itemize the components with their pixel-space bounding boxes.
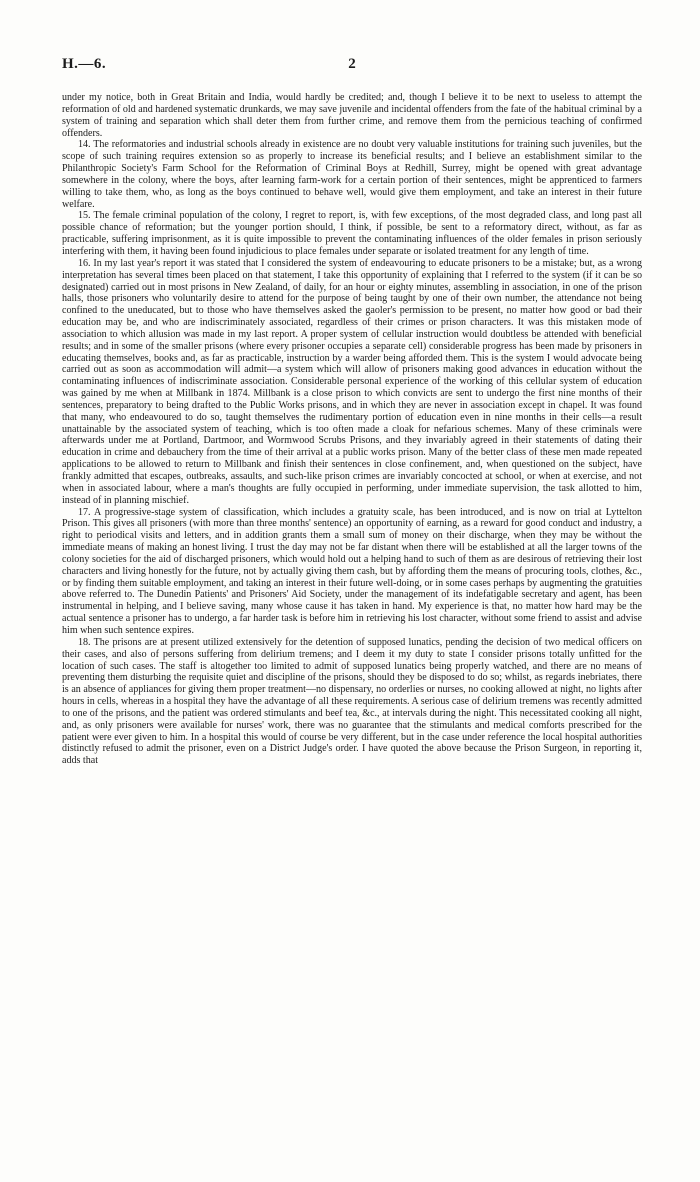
paragraph-continuation: under my notice, both in Great Britain and India, would hardly be credited; and, though I believe it to be next to useless to attempt the reformation of old and hardened systematic drunkards, we may save juvenile and incidental offenders from the fate of the habitual criminal by a system of training and separation which shall deter them from further crime, and remove them from the pernicious teaching of confirmed offenders. — [62, 92, 642, 139]
page-number: 2 — [348, 56, 356, 72]
paragraph-18-lunatics: 18. The prisons are at present utilized extensively for the detention of supposed lunatics, pending the decision of two medical officers on their cases, and also of persons suffering from delirium tremens; and I deem it my duty to state I consider prisons totally unfitted for the location of such cases. The staff is altogether too limited to admit of supposed lunatics being properly watched, and there are no means of preventing them disturbing the requisite quiet and discipline of the prisons, should they be disposed to do so; whilst, as regards inebriates, there is an absence of appliances for giving them proper treatment—no dispensary, no orderlies or nurses, no cooking allowed at night, no lights after hours in cells, whereas in a hospital they have the advantage of all these requirements. A serious case of delirium tremens was recently admitted to one of the prisons, and the patient was ordered stimulants and beef tea, &c., at intervals during the night. This necessitated cooking all night, and, as only prisoners were available for nurses' work, there was no guarantee that the stimulants and medical comforts prescribed for the patient were ever given to him. In a hospital this would of course be very different, but in the case under reference the local hospital authorities distinctly refused to admit the prisoner, even on a District Judge's order. I have quoted the above because the Prison Surgeon, in reporting it, adds that — [62, 636, 642, 767]
paragraph-14-reformatories: 14. The reformatories and industrial schools already in existence are no doubt very valuable institutions for training such juveniles, but the scope of such training requires extension so as properly to increase its beneficial results; and I believe an establishment similar to the Philanthropic Society's Farm School for the Reformation of Criminal Boys at Redhill, Surrey, might be opened with great advantage somewhere in the colony, where the boys, after learning farm-work for a certain portion of their sentences, might be apprenticed to farmers willing to take them, who, as long as the boys continued to behave well, would give them employment, and take an interest in their future welfare. — [62, 139, 642, 210]
document-reference: H.—6. — [62, 56, 107, 72]
page-header — [62, 56, 642, 78]
paragraph-15-female-criminals: 15. The female criminal population of the colony, I regret to report, is, with few exceptions, of the most degraded class, and long past all possible chance of reformation; but the younger portion should, I think, if possible, be sent to a reformatory direct, without, as far as practicable, suffering imprisonment, as it is quite impossible to prevent the contaminating influences of the older females in prison seriously interfering with them, it having been found injudicious to place females under separate or isolated treatment for any length of time. — [62, 210, 642, 257]
body-text — [62, 92, 642, 767]
paragraph-17-progressive-stage: 17. A progressive-stage system of classification, which includes a gratuity scale, has been introduced, and is now on trial at Lyttelton Prison. This gives all prisoners (with more than three months' sentence) an opportunity of earning, as a reward for good conduct and industry, a right to periodical visits and letters, and in addition grants them a small sum of money on their discharge, when they may be without the immediate means of making an honest living. I trust the day may not be far distant when there will be established at all the larger towns of the colony societies for the aid of discharged prisoners, which would hold out a helping hand to such of them as are desirous of retrieving their lost characters and living honestly for the future, not by actually giving them cash, but by affording them the means of procuring tools, clothes, &c., or by finding them suitable employment, and taking an interest in their future well-doing, or in some cases perhaps by augmenting the gratuities above referred to. The Dunedin Patients' and Prisoners' Aid Society, under the management of its indefatigable secretary and agent, has been instrumental in helping, and I believe saving, many whose cause it has taken in hand. My experience is that, no matter how hard may be the actual sentence a prisoner has to undergo, a far harder task is before him in retrieving his lost character, without some friend to assist and advise him when such sentence expires. — [62, 506, 642, 636]
paragraph-16-education: 16. In my last year's report it was stated that I considered the system of endeavouring to educate prisoners to be a mistake; but, as a wrong interpretation has several times been placed on that statement, I take this opportunity of explaining that I referred to the system (if it can be so designated) carried out in most prisons in New Zealand, of daily, for an hour or eighty minutes, assembling in association, in one of the prison halls, those prisoners who voluntarily desire to attend for the purpose of being taught by one of their own number, the attendance not being confined to the uneducated, but to those who have themselves asked the gaoler's permission to be present, no matter how good or bad their education may be, and who are indiscriminately associated, regardless of their crimes or prison characters. It was this mistaken mode of association to which allusion was made in my last report. A proper system of cellular instruction would doubtless be attended with beneficial results; and in some of the smaller prisons (where every prisoner occupies a separate cell) considerable progress has been made by prisoners in educating themselves, books and, as far as practicable, instruction by a warder being afforded them. This is the system I would advocate being carried out as soon as accommodation will admit—a system which will allow of prisoners making good advances in education without the contaminating influences of indiscriminate association. Considerable personal experience of the working of this cellular system of education was gained by me when at Millbank in 1874. Millbank is a close prison to which convicts are sent to undergo the first nine months of their sentences, preparatory to being drafted to the Public Works prisons, and in which they are never in association except in chapel. It was found that many, who endeavoured to do so, taught themselves the rudimentary portion of education even in nine months in their cells—a result unattainable by the associated system of teaching, which is too often made a cloak for nefarious schemes. Many of these criminals were afterwards under me at Portland, Dartmoor, and Wormwood Scrubs Prisons, and they invariably agreed in their statements of dating their education in crime and debauchery from the time of their arrival at a public works prison. Many of the better class of these men made repeated applications to be allowed to return to Millbank and finish their sentences in close confinement, and, when questioned on the subject, have frankly admitted that escapes, outbreaks, assaults, and such-like prison crimes are invariably concocted at school, or when at exercise, and not when in associated labour, where a man's thoughts are fully occupied in performing, under immediate supervision, the task allotted to him, instead of in planning mischief. — [62, 257, 642, 506]
